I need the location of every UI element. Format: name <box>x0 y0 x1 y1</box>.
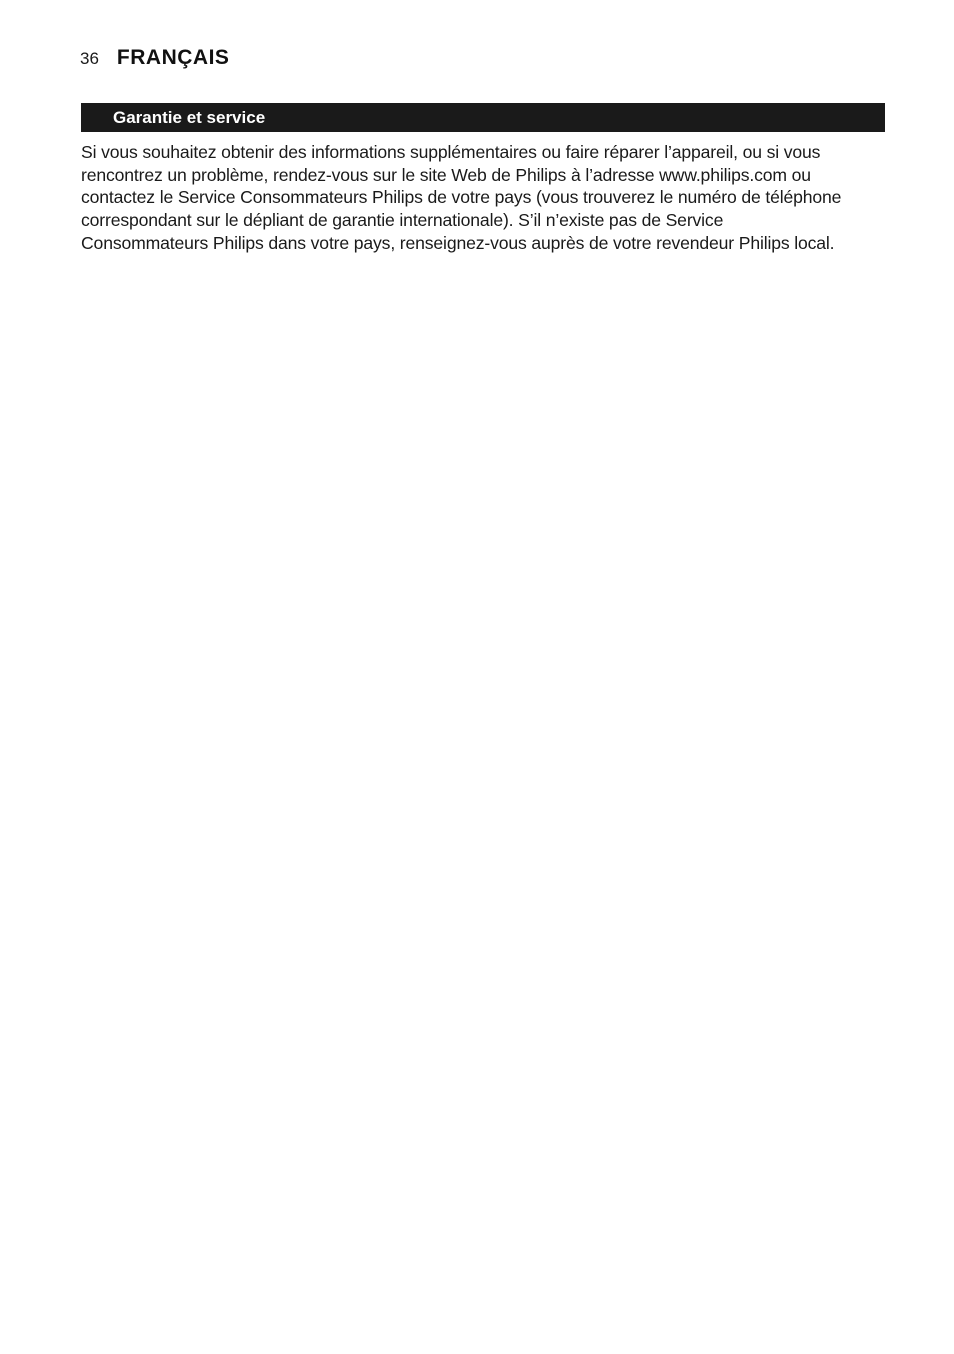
paragraph-text: ou <box>786 164 811 185</box>
paragraph-line: Si vous souhaitez obtenir des informations supplémentaires ou faire réparer l’appareil, ou si vous <box>81 142 821 162</box>
paragraph-text: rencontrez un problème, rendez-vous sur le site Web de Philips à l’adresse <box>81 164 660 185</box>
section-title: Garantie et service <box>113 107 266 127</box>
paragraph-line <box>81 164 887 187</box>
section-paragraph <box>81 141 887 255</box>
page-header <box>80 46 229 70</box>
page-number: 36 <box>80 49 99 68</box>
language-title: FRANÇAIS <box>116 46 230 69</box>
paragraph-line: Consommateurs Philips dans votre pays, renseignez-vous auprès de votre revendeur Philips local. <box>81 232 835 253</box>
paragraph-line: correspondant sur le dépliant de garantie internationale). S’il n’existe pas de Service <box>81 210 724 231</box>
paragraph-line: contactez le Service Consommateurs Philips de votre pays (vous trouverez le numéro de téléphone <box>81 187 842 208</box>
philips-website-link[interactable]: www.philips.com <box>659 164 787 185</box>
section-heading-bar <box>81 103 885 132</box>
